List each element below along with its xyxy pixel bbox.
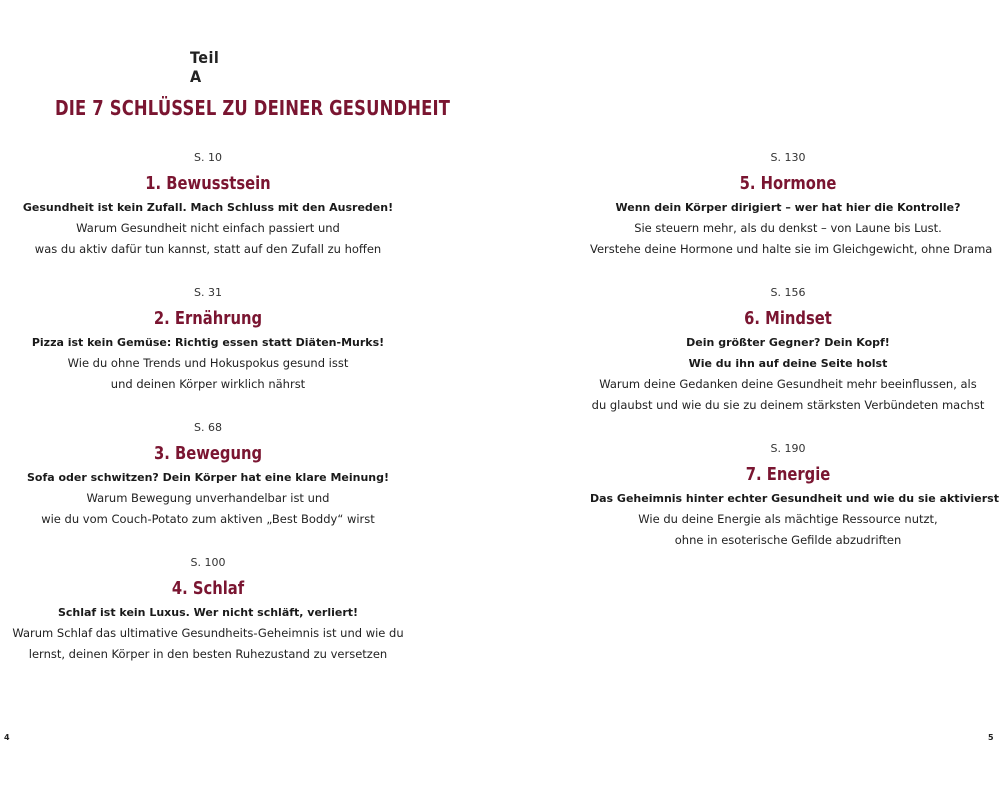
chapter-subtitle: Pizza ist kein Gemüse: Richtig essen statt Diäten-Murks! [31,336,385,349]
page-reference: S. 130 [770,151,806,164]
chapter-subtitle-second-line: Wie du ihn auf deine Seite holst [688,357,888,370]
chapter-title[interactable]: 4. Schlaf [171,578,245,599]
chapter-subtitle: Wenn dein Körper dirigiert – wer hat hier die Kontrolle? [615,201,961,214]
chapter-title[interactable]: 3. Bewegung [153,443,263,464]
toc-entry[interactable] [10,150,406,260]
chapter-subtitle: Gesundheit ist kein Zufall. Mach Schluss mit den Ausreden! [22,201,394,214]
chapter-description-line: Wie du deine Energie als mächtige Ressource nutzt, [638,512,938,526]
chapter-description-line: Wie du ohne Trends und Hokuspokus gesund isst [67,356,349,370]
chapter-title[interactable]: 6. Mindset [744,308,832,329]
page-number-left: 4 [4,733,10,742]
chapter-title[interactable]: 7. Energie [745,464,831,485]
chapter-title[interactable]: 2. Ernährung [153,308,263,329]
chapter-description-line: lernst, deinen Körper in den besten Ruhezustand zu versetzen [28,647,388,661]
chapter-description-line: Verstehe deine Hormone und halte sie im Gleichgewicht, ohne Drama [590,242,993,256]
chapter-title[interactable]: 1. Bewusstsein [145,173,271,194]
page-title: DIE 7 SCHLÜSSEL ZU DEINER GESUNDHEIT [55,96,451,120]
chapter-subtitle: Schlaf ist kein Luxus. Wer nicht schläft, verliert! [57,606,359,619]
toc-column-right [590,150,999,551]
chapter-subtitle: Sofa oder schwitzen? Dein Körper hat eine klare Meinung! [26,471,390,484]
page-reference: S. 190 [770,442,806,455]
toc-entry[interactable] [10,555,406,665]
chapter-description-line: und deinen Körper wirklich nährst [110,377,306,391]
chapter-title[interactable]: 5. Hormone [739,173,837,194]
chapter-subtitle: Dein größter Gegner? Dein Kopf! [686,336,890,349]
part-label: Teil A [190,48,220,86]
toc-entry[interactable] [590,441,999,551]
toc-entry[interactable] [10,420,406,530]
page-reference: S. 31 [194,286,222,299]
page-reference: S. 156 [770,286,806,299]
page-reference: S. 10 [194,151,222,164]
page-reference: S. 68 [194,421,222,434]
page-reference: S. 100 [190,556,226,569]
chapter-description-line: ohne in esoterische Gefilde abzudriften [674,533,902,547]
chapter-description-line: Warum deine Gedanken deine Gesundheit mehr beeinflussen, als [599,377,977,391]
toc-entry[interactable] [590,285,986,416]
chapter-description-line: wie du vom Couch-Potato zum aktiven „Best Boddy“ wirst [41,512,375,526]
chapter-description-line: Warum Schlaf das ultimative Gesundheits-Geheimnis ist und wie du [12,626,404,640]
toc-entry[interactable] [10,285,406,395]
toc-column-left [10,150,406,665]
chapter-description-line: Warum Gesundheit nicht einfach passiert und [76,221,340,235]
chapter-description-line: du glaubst und wie du sie zu deinem stärksten Verbündeten machst [591,398,985,412]
toc-entry[interactable] [590,150,993,260]
chapter-description-line: was du aktiv dafür tun kannst, statt auf den Zufall zu hoffen [34,242,382,256]
page-number-right: 5 [988,733,994,742]
chapter-description-line: Sie steuern mehr, als du denkst – von Laune bis Lust. [634,221,942,235]
chapter-description-line: Warum Bewegung unverhandelbar ist und [86,491,330,505]
chapter-subtitle: Das Geheimnis hinter echter Gesundheit und wie du sie aktivierst [590,492,999,505]
